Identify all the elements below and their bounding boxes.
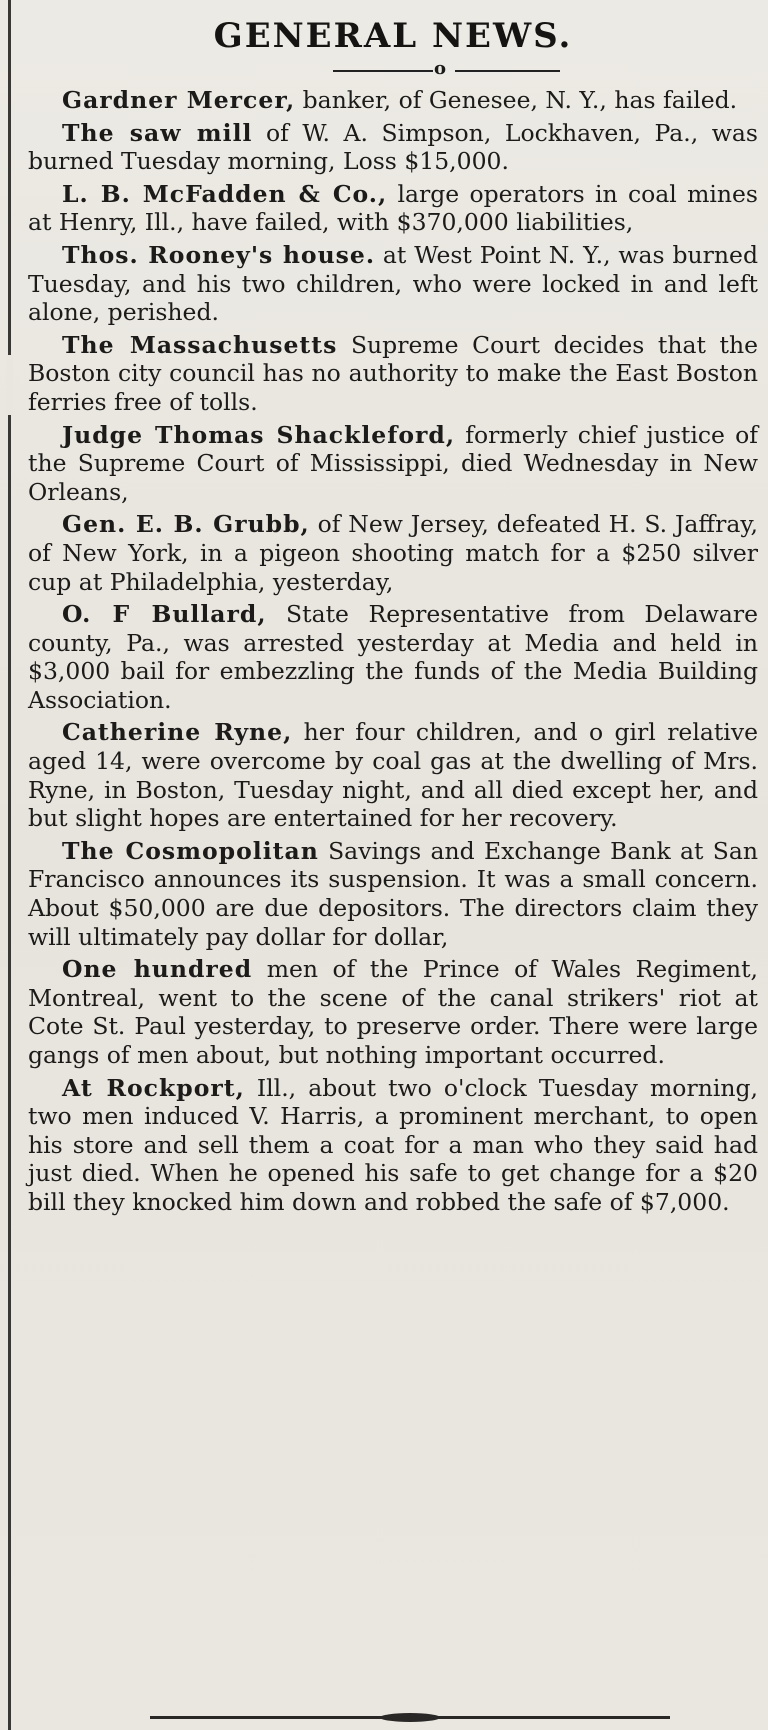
item-body: Savings and Exchange Bank at San Francisco announces its suspension. It was a small concern. About $50,000 are due depositors. The directors claim they will ultimately pay dollar for dollar, [28,836,758,951]
item-lead: At Rockport, [62,1073,245,1102]
news-item-cosmopolitan [28,837,758,951]
ornament-line-right [455,70,560,72]
section-title: GENERAL NEWS. [213,16,573,56]
news-column [28,14,758,1221]
news-item-rooney [28,241,758,327]
news-item-mercer [28,86,758,115]
ornament-line-left [333,70,433,72]
news-item-grubb [28,510,758,596]
item-lead: Gardner Mercer, [62,86,296,114]
item-lead: Judge Thomas Shackleford, [62,420,456,449]
news-item-bullard [28,600,758,714]
item-lead: The saw mill [62,118,253,147]
item-lead: Gen. E. B. Grubb, [62,510,310,539]
news-item-ryne [28,718,758,832]
item-body: banker, of Genesee, N. Y., has failed. [295,86,738,114]
news-item-saw-mill [28,119,758,176]
item-body: formerly chief justice of the Supreme Court of Mississippi, died Wednesday in New Orleans, [28,420,759,506]
column-rule-gap [6,355,13,415]
item-body: her four children, and o girl relative aged 14, were overcome by coal gas at the dwelling of Mrs. Ryne, in Boston, Tuesday night, and all died except her, and but slight hopes are entertained for her recovery. [28,718,759,833]
item-body: Supreme Court decides that the Boston city council has no authority to make the East Boston ferries free of tolls. [28,330,758,416]
title-ornament [28,60,758,82]
item-lead: L. B. McFadden & Co., [62,179,388,208]
item-lead: O. F Bullard, [62,600,267,629]
item-body: of W. A. Simpson, Lockhaven, Pa., was burned Tuesday morning, Loss $15,000. [28,118,758,176]
bottom-divider [150,1716,670,1719]
news-item-shackleford [28,421,758,507]
item-lead: Catherine Ryne, [62,718,293,747]
item-lead: The Cosmopolitan [62,836,319,865]
item-lead: Thos. Rooney's house. [62,240,376,269]
news-items [28,86,758,1217]
item-lead: The Massachusetts [62,330,338,359]
item-body: at West Point N. Y., was burned Tuesday, and his two children, who were locked in and left alone, perished. [28,240,758,327]
ornament-glyph: o [434,58,447,79]
item-lead: One hundred [62,955,253,984]
item-body: large operators in coal mines at Henry, Ill., have failed, with $370,000 liabilities, [28,179,758,237]
news-item-rockport [28,1074,758,1217]
item-body: men of the Prince of Wales Regiment, Montreal, went to the scene of the canal strikers' riot at Cote St. Paul yesterday, to preserve order. There were large gangs of men about, but nothing important occurred. [28,955,758,1069]
item-body: State Representative from Delaware county, Pa., was arrested yesterday at Media and held in $3,000 bail for embezzling the funds of the Media Building Association. [28,600,758,714]
news-item-massachusetts [28,331,758,417]
news-item-prince-of-wales [28,955,758,1069]
item-body: of New Jersey, defeated H. S. Jaffray, of New York, in a pigeon shooting match for a $250 silver cup at Philadelphia, yesterday, [28,510,758,596]
item-body: Ill., about two o'clock Tuesday morning, two men induced V. Harris, a prominent merchant, to open his store and sell them a coat for a man who they said had just died. When he opened his safe to get change for a $20 bill they knocked him down and robbed the safe of $7,000. [28,1073,758,1216]
column-rule-left [8,0,11,1730]
news-item-mcfadden [28,180,758,237]
